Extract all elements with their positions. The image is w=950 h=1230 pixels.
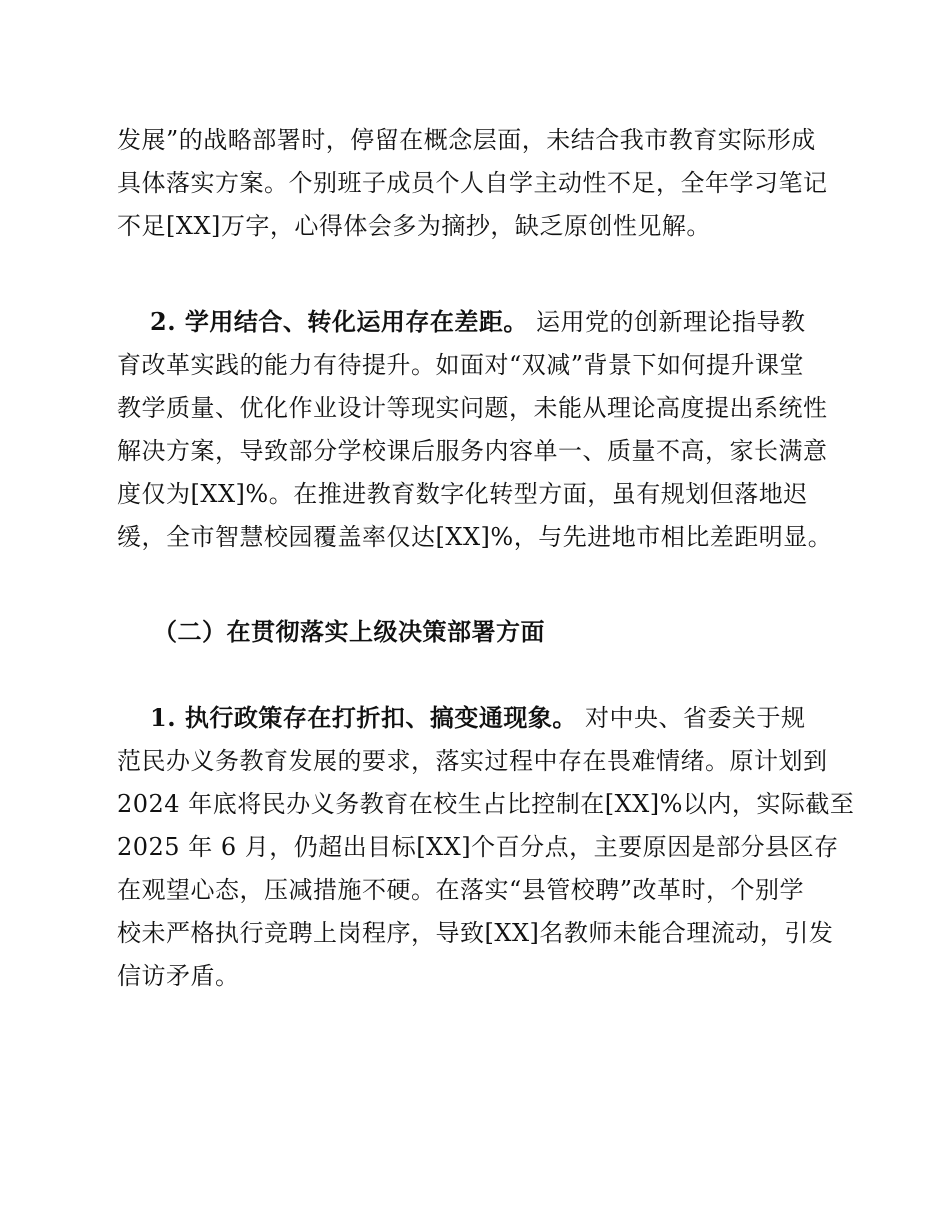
paragraph-line: 育改革实践的能力有待提升。如面对“双减”背景下如何提升课堂 <box>117 351 805 379</box>
paragraph-line: 2024 年底将民办义务教育在校生占比控制在[XX]%以内，实际截至 <box>117 790 855 818</box>
paragraph-line: 信访矛盾。 <box>117 962 240 990</box>
paragraph-line: 解决方案，导致部分学校课后服务内容单一、质量不高，家长满意 <box>117 437 828 465</box>
paragraph-line: 2025 年 6 月，仍超出目标[XX]个百分点，主要原因是部分县区存 <box>117 833 839 861</box>
paragraph-line: 校未严格执行竞聘上岗程序，导致[XX]名教师未能合理流动，引发 <box>117 919 834 947</box>
paragraph-line: 在观望心态，压减措施不硬。在落实“县管校聘”改革时，个别学 <box>117 876 805 904</box>
item-2-heading: 2. 学用结合、转化运用存在差距。 <box>150 307 528 336</box>
item-2-first-line <box>150 307 806 337</box>
section-heading: （二）在贯彻落实上级决策部署方面 <box>153 617 545 646</box>
item-2-text: 运用党的创新理论指导教 <box>527 308 806 336</box>
item-1-text: 对中央、省委关于规 <box>576 704 806 732</box>
item-1-heading: 1. 执行政策存在打折扣、搞变通现象。 <box>150 703 577 732</box>
paragraph-line: 发展”的战略部署时，停留在概念层面，未结合我市教育实际形成 <box>117 126 816 154</box>
item-1-first-line <box>150 703 806 733</box>
paragraph-line: 教学质量、优化作业设计等现实问题，未能从理论高度提出系统性 <box>117 394 828 422</box>
paragraph-line: 度仅为[XX]%。在推进教育数字化转型方面，虽有规划但落地迟 <box>117 480 808 508</box>
paragraph-line: 范民办义务教育发展的要求，落实过程中存在畏难情绪。原计划到 <box>117 747 828 775</box>
paragraph-line: 不足[XX]万字，心得体会多为摘抄，缺乏原创性见解。 <box>117 212 711 240</box>
paragraph-line: 具体落实方案。个别班子成员个人自学主动性不足，全年学习笔记 <box>117 169 828 197</box>
paragraph-line: 缓，全市智慧校园覆盖率仅达[XX]%，与先进地市相比差距明显。 <box>117 523 833 551</box>
